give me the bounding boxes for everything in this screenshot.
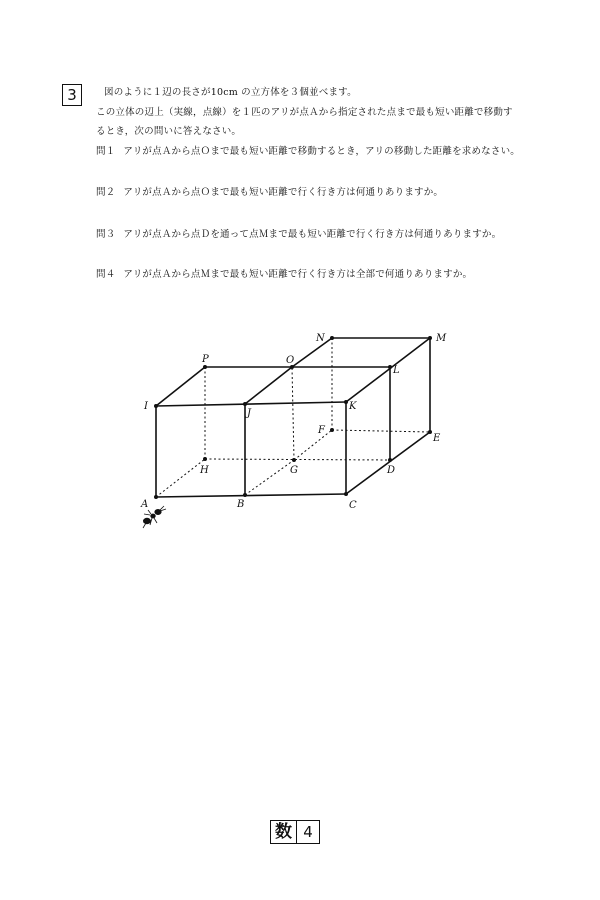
intro-line-1: 図のように１辺の長さが10cm の立方体を３個並べます。 bbox=[104, 87, 357, 98]
question-3-label: 問３ bbox=[96, 229, 116, 240]
intro-line-2: この立体の辺上（実線，点線）を１匹のアリが点Ａから指定された点まで最も短い距離で移動す bbox=[96, 107, 513, 118]
label-G: G bbox=[290, 465, 298, 476]
vertex-K bbox=[344, 400, 348, 404]
vertex-J bbox=[243, 402, 247, 406]
label-M: M bbox=[436, 333, 447, 344]
edge-G-F bbox=[294, 430, 332, 460]
vertex-L bbox=[388, 365, 392, 369]
label-H: H bbox=[200, 465, 209, 476]
vertex-H bbox=[203, 457, 207, 461]
subject-mark: 数 bbox=[271, 821, 297, 843]
edge-G-O bbox=[292, 367, 294, 460]
question-3-text: アリが点Ａから点Ｄを通って点Ｍまで最も短い距離で行く行き方は何通りありますか。 bbox=[123, 229, 502, 240]
label-I: I bbox=[144, 401, 148, 412]
label-J: J bbox=[247, 408, 252, 419]
page-number: 4 bbox=[303, 823, 313, 841]
question-4-text: アリが点Ａから点Ｍまで最も短い距離で行く行き方は全部で何通りありますか。 bbox=[123, 269, 473, 280]
question-1-text: アリが点Ａから点Ｏまで最も短い距離で移動するとき，アリの移動した距離を求めなさい。 bbox=[123, 146, 520, 157]
vertex-F bbox=[330, 428, 334, 432]
label-E: E bbox=[433, 433, 441, 444]
question-4-label: 問４ bbox=[96, 269, 116, 280]
label-O: O bbox=[286, 355, 295, 366]
vertex-B bbox=[243, 493, 247, 497]
vertex-E bbox=[428, 430, 432, 434]
vertex-I bbox=[154, 404, 158, 408]
vertex-G bbox=[292, 458, 296, 462]
edge-J-O bbox=[245, 367, 292, 404]
edge-A-C bbox=[156, 494, 346, 497]
question-number-box: 3 bbox=[62, 84, 82, 106]
edge-I-K bbox=[156, 402, 346, 406]
edge-A-H bbox=[156, 459, 205, 497]
question-2-label: 問２ bbox=[96, 187, 116, 198]
vertex-M bbox=[428, 336, 432, 340]
label-K: K bbox=[349, 401, 357, 412]
question-2-text: アリが点Ａから点Ｏまで最も短い距離で行く行き方は何通りありますか。 bbox=[123, 187, 444, 198]
label-C: C bbox=[349, 500, 357, 511]
label-F: F bbox=[318, 425, 325, 436]
intro-line-3: るとき，次の問いに答えなさい。 bbox=[96, 126, 242, 137]
edge-B-G bbox=[245, 460, 294, 495]
label-L: L bbox=[393, 365, 400, 376]
vertex-A bbox=[154, 495, 158, 499]
edge-H-D bbox=[205, 459, 390, 460]
edge-C-E bbox=[346, 432, 430, 494]
label-A: A bbox=[141, 499, 149, 510]
label-N: N bbox=[316, 333, 325, 344]
label-D: D bbox=[387, 465, 396, 476]
vertex-P bbox=[203, 365, 207, 369]
edge-I-P bbox=[156, 367, 205, 406]
edge-O-N bbox=[292, 338, 332, 367]
vertex-D bbox=[388, 458, 392, 462]
label-B: B bbox=[237, 499, 245, 510]
vertex-C bbox=[344, 492, 348, 496]
page-mark bbox=[270, 820, 320, 844]
question-1-label: 問１ bbox=[96, 146, 116, 157]
vertex-N bbox=[330, 336, 334, 340]
edge-K-M bbox=[346, 338, 430, 402]
label-P: P bbox=[202, 354, 209, 365]
